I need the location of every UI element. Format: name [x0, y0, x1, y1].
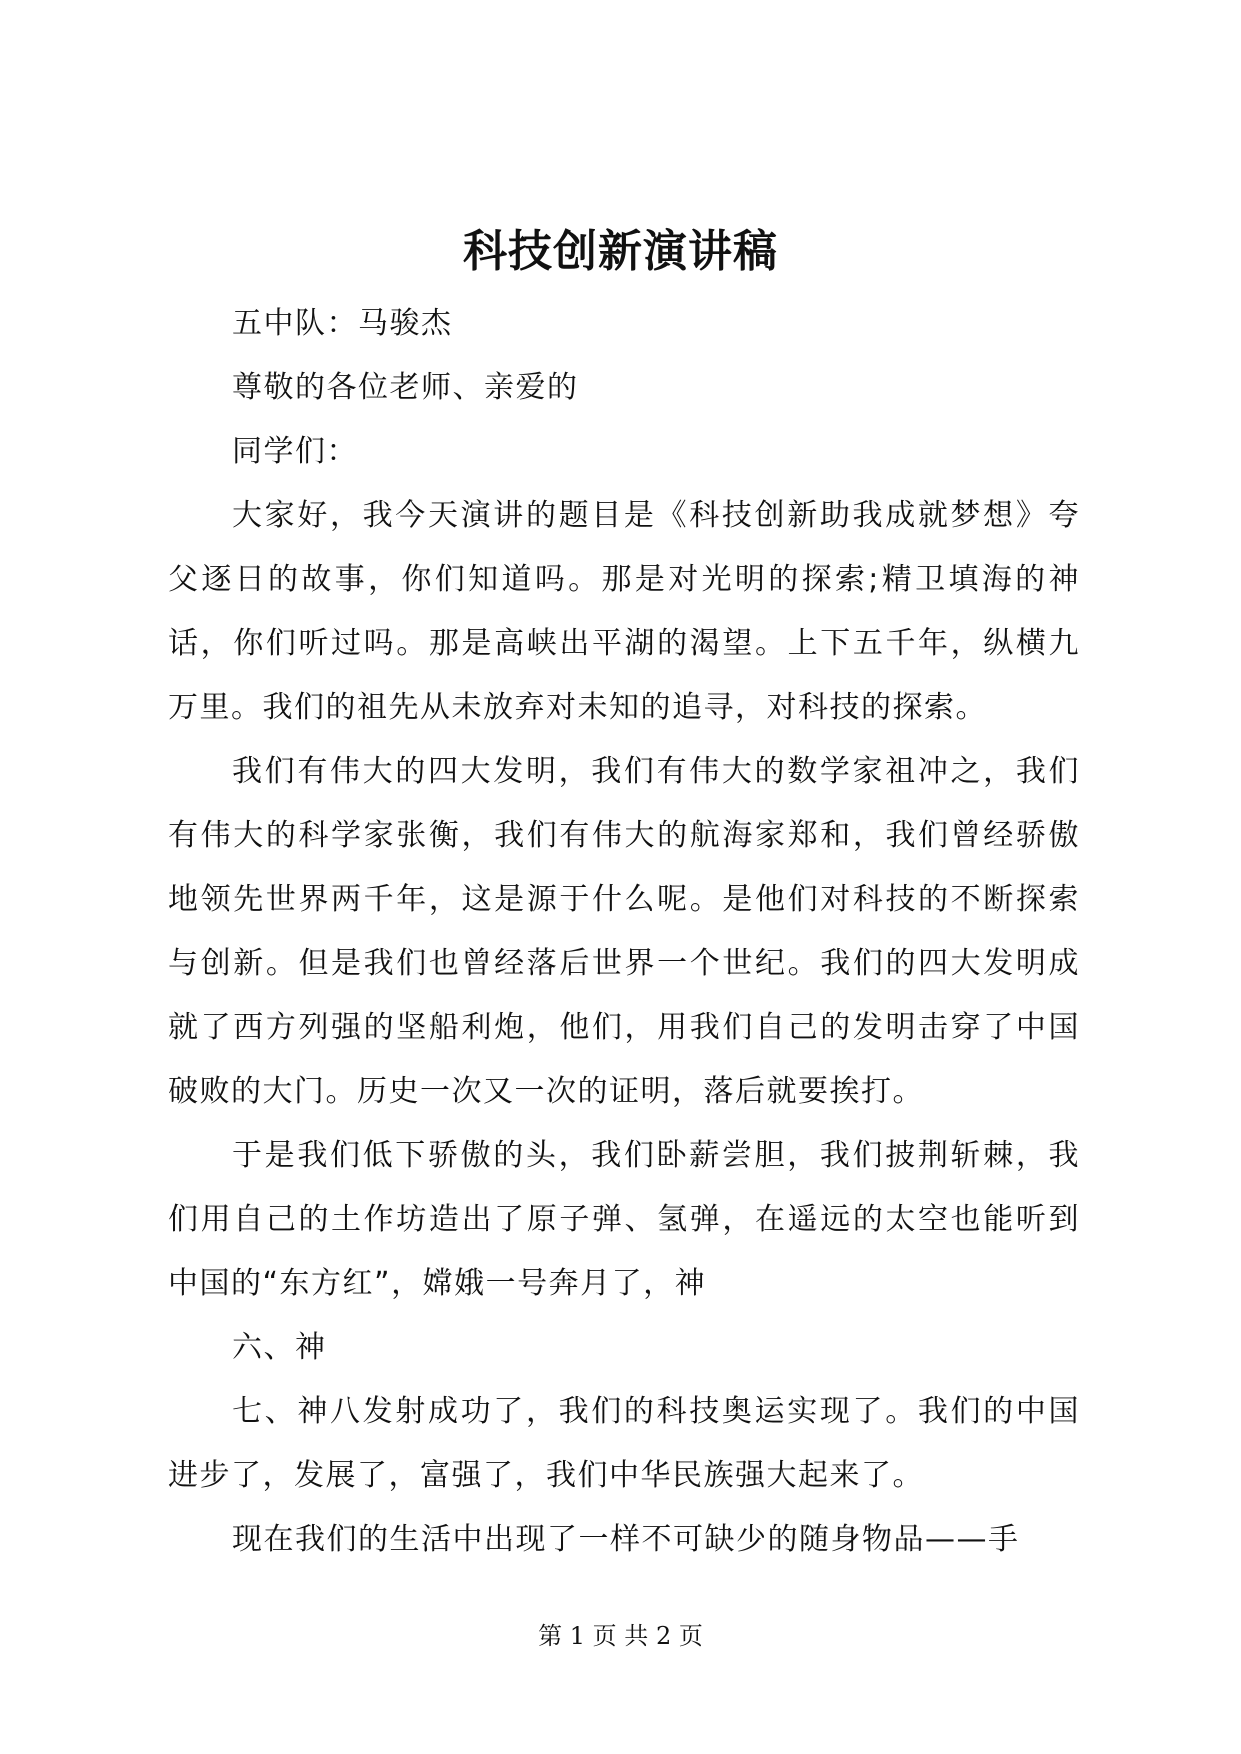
paragraph-greeting: 尊敬的各位老师、亲爱的 [232, 370, 579, 405]
paragraph-modern-life: 现在我们的生活中出现了一样不可缺少的随身物品——手 [232, 1522, 1020, 1557]
paragraph-shenzhou-six: 六、神 [232, 1330, 327, 1365]
page-number-footer: 第 1 页 共 2 页 [538, 1622, 703, 1650]
document-title: 科技创新演讲稿 [463, 226, 778, 277]
paragraph-history: 我们有伟大的四大发明，我们有伟大的数学家祖冲之，我们有伟大的科学家张衡，我们有伟大的航海家郑和，我们曾经骄傲地领先世界两千年，这是源于什么呢。是他们对科技的不断探索与创新。但是我们也曾经落后世界一个世纪。我们的四大发明成就了西方列强的坚船利炮，他们，用我们自己的发明击穿了中国破败的大门。历史一次又一次的证明，落后就要挨打。 [168, 754, 1080, 1109]
document-body [168, 292, 1080, 1572]
paragraph-greeting-cont: 同学们： [232, 434, 358, 469]
paragraph-author: 五中队：马骏杰 [232, 306, 453, 341]
paragraph-achievements: 于是我们低下骄傲的头，我们卧薪尝胆，我们披荆斩棘，我们用自己的土作坊造出了原子弹、氢弹，在遥远的太空也能听到中国的“东方红”，嫦娥一号奔月了，神 [168, 1138, 1080, 1301]
paragraph-intro: 大家好，我今天演讲的题目是《科技创新助我成就梦想》夸父逐日的故事，你们知道吗。那是对光明的探索;精卫填海的神话，你们听过吗。那是高峡出平湖的渴望。上下五千年，纵横九万里。我们的祖先从未放弃对未知的追寻，对科技的探索。 [168, 498, 1080, 725]
paragraph-shenzhou-seven: 七、神八发射成功了，我们的科技奥运实现了。我们的中国进步了，发展了，富强了，我们中华民族强大起来了。 [168, 1394, 1080, 1493]
